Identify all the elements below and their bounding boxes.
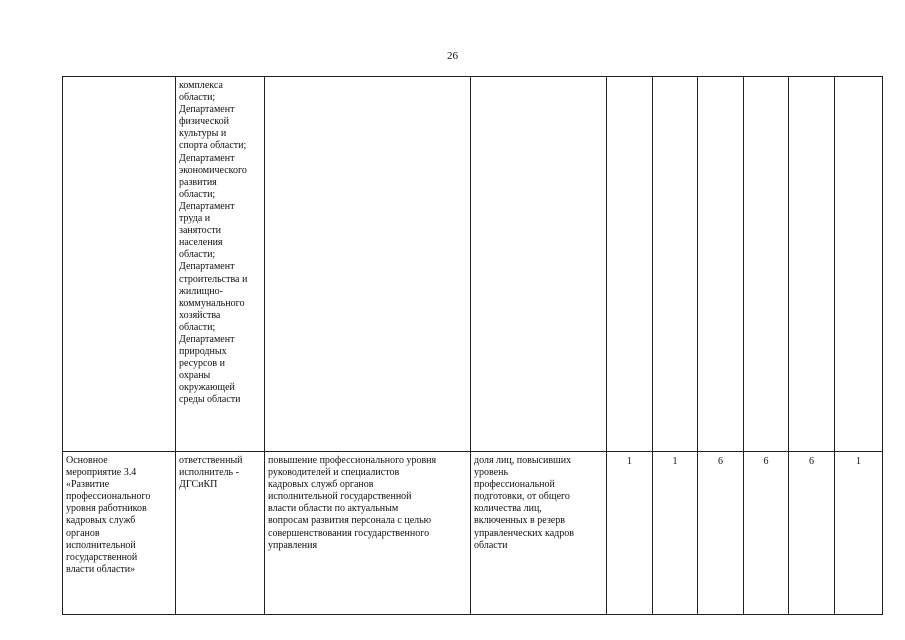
indicator-text: доля лиц, повысивших уровень профессиональной подготовки, от общего количества лиц, включенных в резерв управленческих кадров области: [474, 455, 574, 551]
executor-text: ответственный исполнитель - ДГСиКП: [179, 455, 243, 491]
value-cell-4: 6: [744, 452, 789, 615]
value-cell-1: 1: [607, 452, 653, 615]
indicator-cell: [471, 452, 607, 615]
value-cell-3: 6: [698, 452, 744, 615]
activity-cell-empty: [63, 77, 176, 452]
table-row-activity-3-4: [63, 452, 883, 615]
value-cell-empty: [653, 77, 698, 452]
value-cell-empty: [789, 77, 835, 452]
value-cell-empty: [744, 77, 789, 452]
activity-cell: [63, 452, 176, 615]
table-row-continued: [63, 77, 883, 452]
result-cell: [265, 452, 471, 615]
value-cell-empty: [698, 77, 744, 452]
result-cell-empty: [265, 77, 471, 452]
executors-text: комплекса области; Департамент физической культуры и спорта области; Департамент экономического развития области; Департамент труда и занятости населения области; Департамент строительства и жилищно- коммунального хозяйства области; Департамент природных ресурсов и охраны окружающей среды области: [179, 80, 248, 406]
executors-cell: [176, 77, 265, 452]
value-cell-empty: [835, 77, 883, 452]
value-cell-2: 1: [653, 452, 698, 615]
value-cell-empty: [607, 77, 653, 452]
program-table: [62, 76, 883, 615]
page-number: 26: [447, 50, 458, 62]
indicator-cell-empty: [471, 77, 607, 452]
result-text: повышение профессионального уровня руководителей и специалистов кадровых служб органов исполнительной государственной власти области по актуальным вопросам развития персонала с целью совершенствования государственного управления: [268, 455, 437, 551]
executor-cell: [176, 452, 265, 615]
value-cell-6: 1: [835, 452, 883, 615]
activity-text: Основное мероприятие 3.4 «Развитие профессионального уровня работников кадровых служб органов исполнительной государственной власти области»: [66, 455, 151, 575]
value-cell-5: 6: [789, 452, 835, 615]
